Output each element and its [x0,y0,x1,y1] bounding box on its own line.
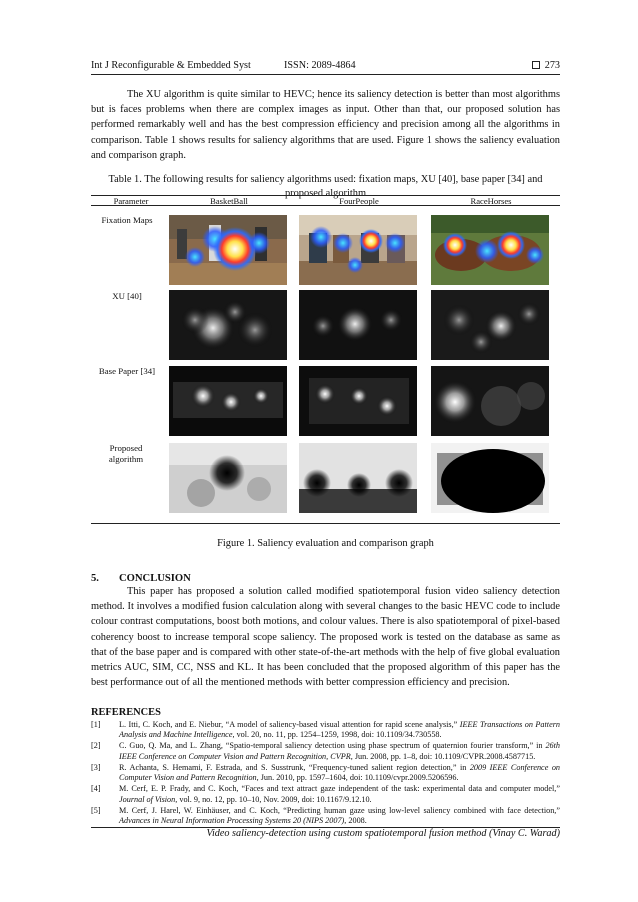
section-number: 5. [91,573,99,584]
reference-number: [2] [91,741,101,751]
section-heading [91,573,191,584]
column-header-parameter: Parameter [113,196,149,206]
reference-number: [3] [91,762,101,772]
base-basketball-image [169,366,287,436]
reference-venue: 2009 IEEE Conference on Computer Vision and Pattern Recognition [119,762,561,783]
base-fourpeople-image [299,366,417,436]
reference-details: , vol. 20, no. 11, pp. 1254–1259, 1998, doi: 10.1109/34.730558. [232,730,442,740]
reference-text: C. Guo, Q. Ma, and L. Zhang, “Spatio-temporal saliency detection using phase spectrum of quaternion fourier transform,” in [119,741,546,751]
reference-venue: Journal of Vision [119,794,176,804]
proposed-racehorses-image [431,443,549,513]
xu-fourpeople-image [299,290,417,360]
xu-racehorses-image [431,290,549,360]
reference-item [91,720,560,741]
proposed-fourpeople-image [299,443,417,513]
reference-venue: Advances in Neural Information Processing Systems 20 (NIPS 2007) [119,816,345,826]
fixation-racehorses-image [431,215,549,285]
reference-number: [4] [91,784,101,794]
references-list [91,720,560,827]
base-racehorses-image [431,366,549,436]
references-heading: REFERENCES [91,707,161,718]
intro-paragraph: The XU algorithm is quite similar to HEVC; hence its saliency detection is better than most algorithms but is faces problems when there are complex images as input. Other than that, our proposed solution has performed remarkably well and has the best compression efficiency and precision among all the algorithms in comparison. Table 1 shows results for saliency algorithms that are used. Figure 1 shows the saliency evaluation and comparison graph. [91,89,560,161]
reference-item [91,806,560,827]
row-label-proposed: Proposed algorithm [108,443,144,464]
reference-details: , 2008. [344,816,367,826]
reference-text: M. Cerf, E. P. Frady, and C. Koch, “Faces and text attract gaze independent of the task: experimental data and computer model,” [119,784,560,794]
xu-basketball-image [169,290,287,360]
column-header-basketball: BasketBall [210,196,248,206]
saliency-figure [91,195,560,525]
reference-item [91,741,560,762]
conclusion-paragraph: This paper has proposed a solution called modified spatiotemporal fusion video saliency detection method. It involves a modified fusion calculation along with several changes to the basic HEVC code to include colour contrast computations, boost both motions, and colour values. There is also spatiotemporal of pixel-based coherency boost to increase temporal scope saliency. The proposed work is tested on the database as same as that of the base paper and is compared with other state-of-the-art methods with the help of five global evaluation metrics AUC, SIM, CC, NSS and KL. It has been concluded that the proposed algorithm of this paper has the best performance out of all the mentioned methods with better compression efficiency and precision. [91,586,560,689]
journal-name: Int J Reconfigurable & Embedded Syst [91,60,251,71]
reference-text: L. Itti, C. Koch, and E. Niebur, “A model of saliency-based visual attention for rapid scene analysis,” [119,720,460,729]
checkbox-icon [532,61,540,69]
proposed-basketball-image [169,443,287,513]
column-header-racehorses: RaceHorses [470,196,512,206]
row-label-base: Base Paper [34] [98,366,156,376]
fixation-fourpeople-image [299,215,417,285]
reference-venue: 26th IEEE Conference on Computer Vision and Pattern Recognition, CVPR [119,741,560,761]
row-label-fixation: Fixation Maps [101,215,153,225]
reference-number: [5] [91,805,101,815]
running-footer: Video saliency-detection using custom spatiotemporal fusion method (Vinay C. Warad) [206,828,560,839]
fixation-basketball-image [169,215,287,285]
issn: ISSN: 2089-4864 [284,60,356,71]
reference-details: , vol. 9, no. 12, pp. 10–10, Nov. 2009, doi: 10.1167/9.12.10. [175,794,372,804]
reference-details: , Jun. 2010, pp. 1597–1604, doi: 10.1109/cvpr.2009.5206596. [256,773,459,783]
figure-bottom-rule [91,523,560,524]
running-header [91,59,560,75]
section-title: CONCLUSION [119,573,191,584]
reference-number: [1] [91,720,101,729]
row-label-xu: XU [40] [112,291,142,301]
reference-venue: IEEE Transactions on Pattern Analysis and Machine Intelligence [119,720,560,740]
figure-caption: Figure 1. Saliency evaluation and comparison graph [217,538,434,549]
reference-item [91,763,560,784]
column-header-fourpeople: FourPeople [339,196,379,206]
page-number: 273 [544,60,560,71]
reference-details: , Jun. 2008, pp. 1–8, doi: 10.1109/CVPR.2008.4587715. [350,751,536,761]
reference-text: R. Achanta, S. Hemami, F. Estrada, and S. Susstrunk, “Frequency-tuned salient region detection,” in [119,762,470,772]
table-caption: Table 1. The following results for saliency algorithms used: fixation maps, XU [40], base paper [34] and proposed algorithm [108,174,543,199]
reference-text: M. Cerf, J. Harel, W. Einhäuser, and C. Koch, “Predicting human gaze using low-level saliency combined with face detection,” [119,805,560,815]
reference-item [91,784,560,805]
